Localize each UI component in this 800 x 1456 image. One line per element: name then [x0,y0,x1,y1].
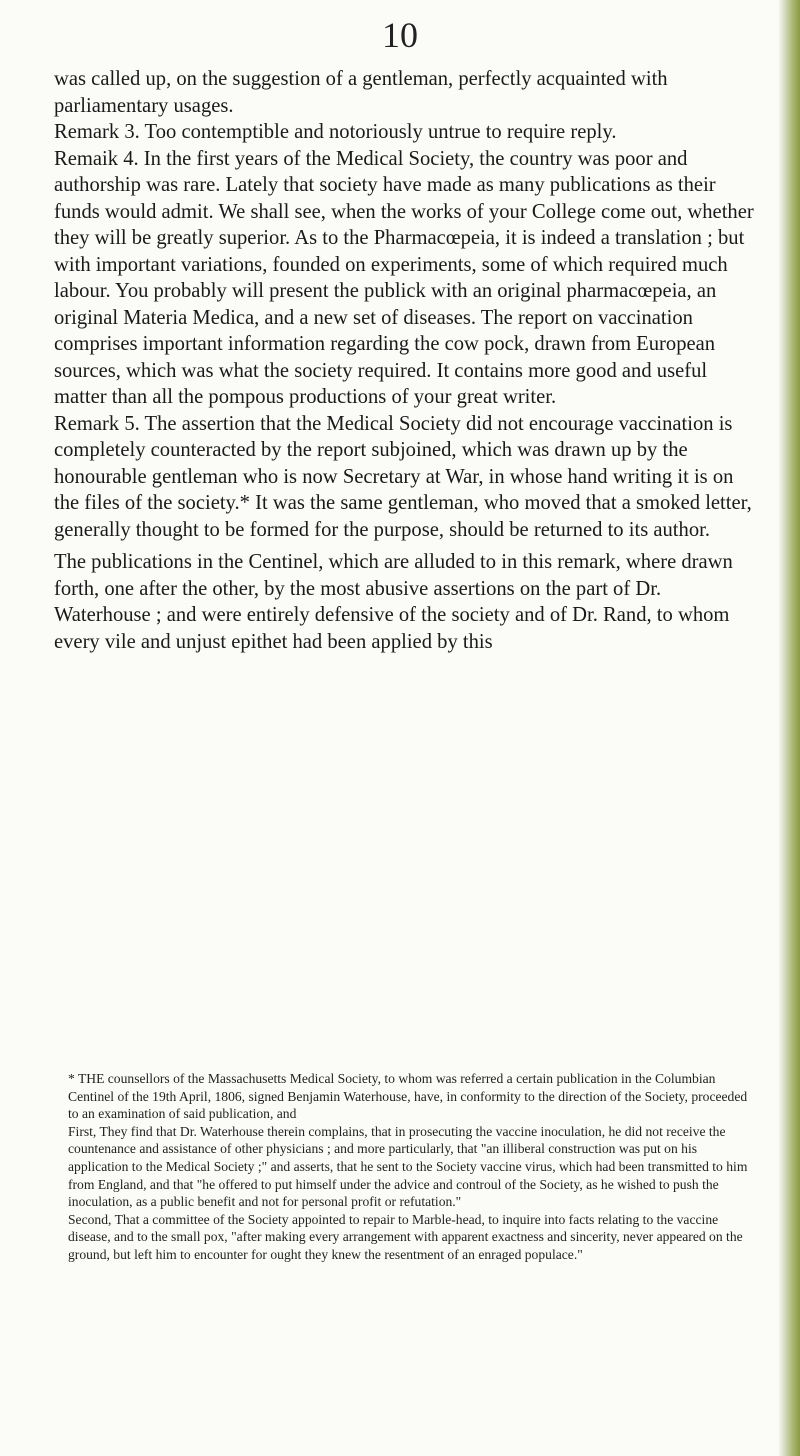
page-binding-edge [778,0,800,1456]
paragraph-remark-5: Remark 5. The assertion that the Medical Society did not encourage vaccination is completely counteracted by the report subjoined, which was drawn up by the honourable gentleman who is now Secretary at War, in whose hand writing it is on the files of the society.* It was the same gentleman, who moved that a smoked letter, generally thought to be formed for the purpose, should be returned to its author. [54,412,752,541]
footnote-intro: * THE counsellors of the Massachusetts Medical Society, to whom was referred a certain publication in the Columbian Centinel of the 19th April, 1806, signed Benjamin Waterhouse, have, in conformity to the direction of the Society, proceeded to an examination of said publication, and [68,1071,748,1122]
main-text [54,66,760,655]
page-number: 10 [382,15,418,55]
paragraph-remark-4: Remaik 4. In the first years of the Medical Society, the country was poor and authorship was rare. Lately that society have made as many publications as their funds would admit. We shall see, when the works of your College come out, whether they will be greatly superior. As to the Pharmacœpeia, it is indeed a translation ; but with important variations, founded on experiments, some of which required much labour. You probably will present the publick with an original pharmacœpeia, an original Materia Medica, and a new set of diseases. The report on vaccination comprises important information regarding the cow pock, drawn from European sources, which was what the society required. It contains more good and useful matter than all the pompous productions of your great writer. [54,147,754,408]
footnote-first: First, They find that Dr. Waterhouse therein complains, that in prosecuting the vaccine inoculation, he did not receive the countenance and assistance of other physicians ; and more particularly, that "an illiberal construction was put on his application to the Medical Society ;" and asserts, that he sent to the Society vaccine virus, which had been transmitted to him from England, and that "he offered to put himself under the advice and controul of the Society, as he wished to push the inoculation, as a public benefit and not for personal profit or refutation." [68,1123,748,1210]
paragraph-remark-3: Remark 3. Too contemptible and notoriously untrue to require reply. [54,121,617,143]
paragraph-centinel: The publications in the Centinel, which are alluded to in this remark, where drawn forth, one after the other, by the most abusive assertions on the part of Dr. Waterhouse ; and were entirely defensive of the society and of Dr. Rand, to whom every vile and unjust epithet had been applied by this [54,551,733,653]
paragraph-continuation: was called up, on the suggestion of a gentleman, perfectly acquainted with parliamentary usages. [54,68,668,117]
footnote-second: Second, That a committee of the Society appointed to repair to Marble-head, to inquire into facts relating to the vaccine disease, and to the small pox, "after making every arrangement with apparent exactness and sincerity, never appeared on the ground, but left him to encounter for ought they knew the resentment of an enraged populace." [68,1211,743,1262]
footnote [54,1070,760,1264]
